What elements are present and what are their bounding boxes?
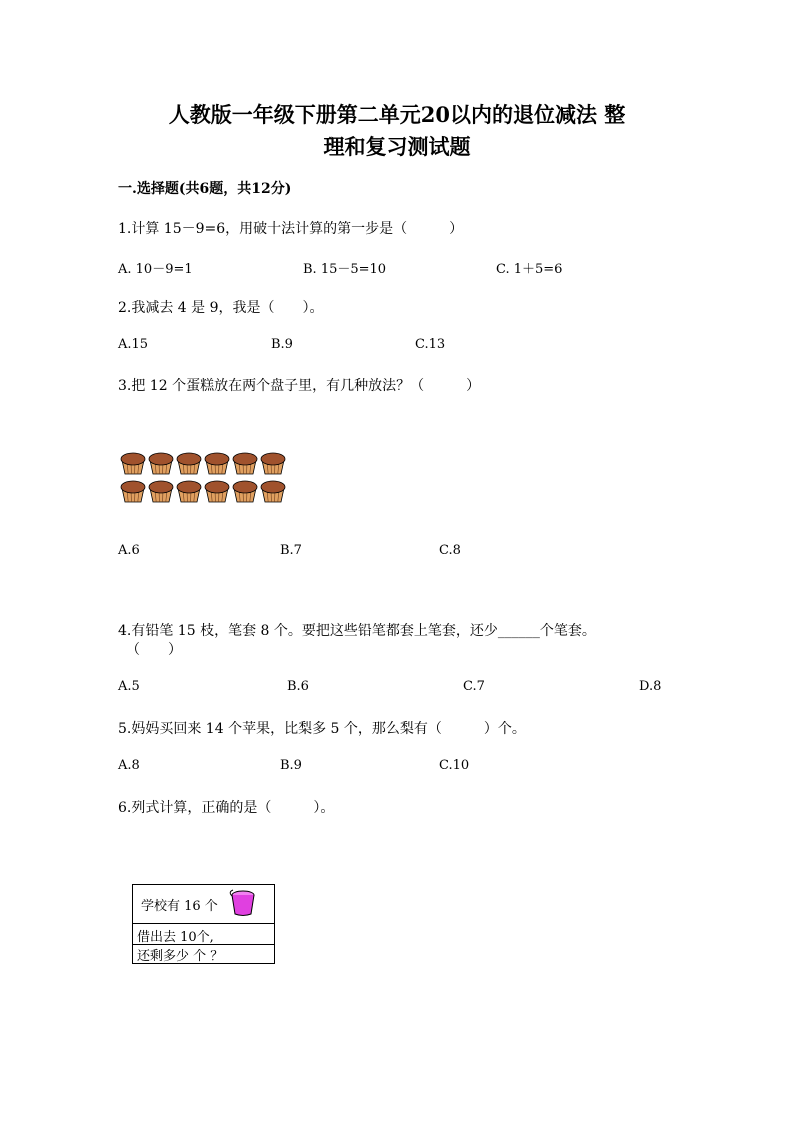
question-6: 6.列式计算，正确的是（ ）。 bbox=[118, 800, 335, 816]
cake-icon bbox=[177, 481, 201, 502]
question-4: 4.有铅笔 15 枝，笔套 8 个。要把这些铅笔都套上笔套，还少______个笔套。 bbox=[118, 623, 596, 639]
cake-icon bbox=[149, 453, 173, 474]
cake-icon bbox=[205, 481, 229, 502]
document-title-line1: 人教版一年级下册第二单元20以内的退位减法 整 bbox=[168, 102, 626, 127]
question-1-option-b: B. 15－5=10 bbox=[303, 262, 387, 277]
cake-icon bbox=[261, 453, 285, 474]
question-5: 5.妈妈买回来 14 个苹果，比梨多 5 个，那么梨有（ ）个。 bbox=[118, 721, 526, 737]
cake-icon bbox=[121, 453, 145, 474]
question-4-answer-blank: （ ） bbox=[126, 642, 182, 658]
question-3: 3.把 12 个蛋糕放在两个盘子里，有几种放法？（ ） bbox=[118, 378, 481, 394]
figure-row-1 bbox=[133, 885, 274, 924]
question-4-option-a: A.5 bbox=[118, 679, 140, 694]
question-4-option-b: B.6 bbox=[287, 679, 309, 694]
question-5-option-b: B.9 bbox=[280, 758, 302, 773]
cake-icon bbox=[261, 481, 285, 502]
question-2: 2.我减去 4 是 9，我是（ ）。 bbox=[118, 300, 324, 316]
section-heading: 一.选择题(共6题，共12分) bbox=[118, 181, 292, 197]
figure-row-1-text: 学校有 16 个 bbox=[141, 899, 218, 914]
cake-icon bbox=[205, 453, 229, 474]
question-1-option-c: C. 1＋5=6 bbox=[496, 262, 563, 277]
figure-row-3 bbox=[133, 945, 274, 963]
figure-row-2 bbox=[133, 924, 274, 945]
question-5-option-c: C.10 bbox=[439, 758, 470, 773]
figure-table bbox=[132, 884, 275, 964]
question-1-option-a: A. 10－9=1 bbox=[118, 262, 193, 277]
question-3-option-b: B.7 bbox=[280, 543, 302, 558]
question-2-option-b: B.9 bbox=[271, 337, 293, 352]
question-2-option-c: C.13 bbox=[415, 337, 446, 352]
question-5-option-a: A.8 bbox=[118, 758, 140, 773]
question-3-option-a: A.6 bbox=[118, 543, 140, 558]
bucket-icon bbox=[228, 888, 258, 918]
question-3-option-c: C.8 bbox=[439, 543, 461, 558]
question-1: 1.计算 15－9=6，用破十法计算的第一步是（ ） bbox=[118, 221, 464, 237]
cake-icon bbox=[233, 481, 257, 502]
figure-row-3-text: 还剩多少 个 ？ bbox=[137, 949, 224, 964]
question-4-option-d: D.8 bbox=[639, 679, 662, 694]
document-title-line2: 理和复习测试题 bbox=[323, 134, 471, 159]
cake-icon bbox=[121, 481, 145, 502]
cake-icon bbox=[233, 453, 257, 474]
cake-icon bbox=[177, 453, 201, 474]
figure-row-2-text: 借出去 10个, bbox=[137, 930, 214, 945]
question-2-option-a: A.15 bbox=[118, 337, 149, 352]
question-4-option-c: C.7 bbox=[463, 679, 485, 694]
cakes-image bbox=[118, 448, 288, 504]
cake-icon bbox=[149, 481, 173, 502]
